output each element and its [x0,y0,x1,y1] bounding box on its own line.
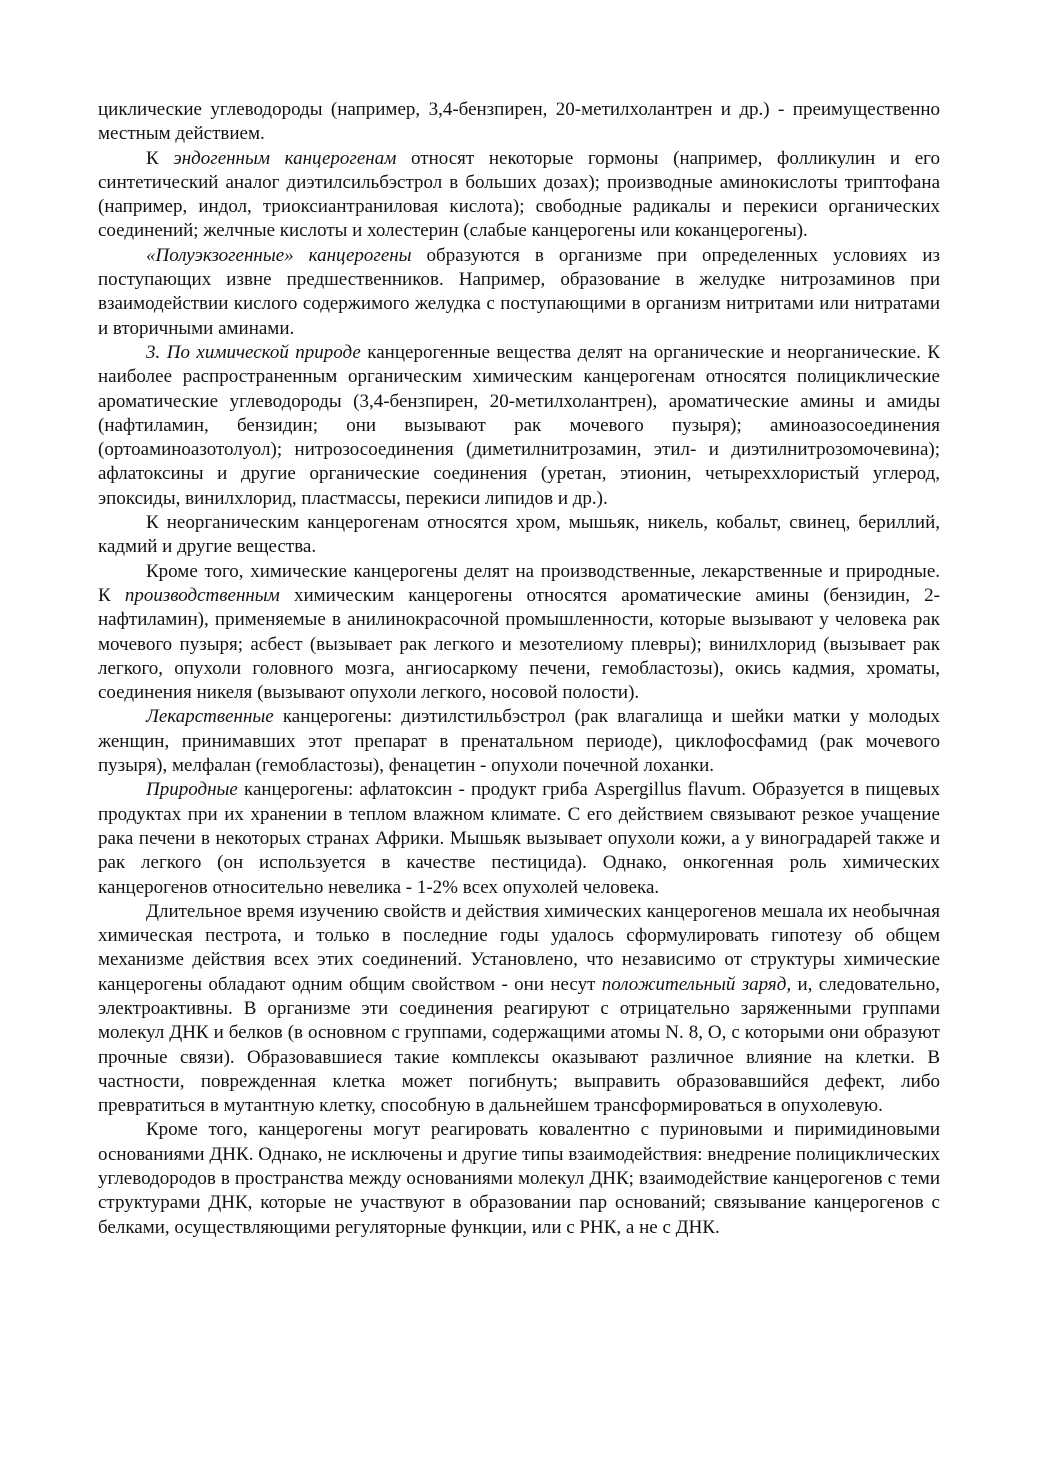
paragraph-5 [98,511,940,560]
paragraph-text: и, следовательно, электроактивны. В организме эти соединения реагируют с отрицательно заряженными группами молекул ДНК и белков (в основном с группами, содержащими атомы N. 8, О, с которыми они образуют прочные связи). Образовавшиеся такие комплексы оказывают различное влияние на клетки. В частности, поврежденная клетка может погибнуть; выправить образовавшийся дефект, либо превратиться в мутантную клетку, способную в дальнейшем трансформироваться в опухолевую. [98,973,940,1117]
paragraph-text: циклические углеводороды (например, 3,4-бензпирен, 20-метилхолантрен и др.) - преимущественно местным действием. [98,99,940,145]
emphasis-term: «Полуэкзогенные» канцерогены [146,244,412,266]
emphasis-term: 3. По химической природе [146,341,361,363]
paragraph-10 [98,1118,940,1239]
paragraph-text: К неорганическим канцерогенам относятся хром, мышьяк, никель, кобальт, свинец, бериллий, кадмий и другие вещества. [98,512,940,558]
emphasis-term: Природные [146,779,238,801]
document-page [98,98,940,1240]
paragraph-7 [98,705,940,778]
paragraph-text: образуются в организме при определенных условиях из поступающих извне предшественников. Например, образование в желудке нитрозаминов при взаимодействии кислого содержимого желудка с поступающими в организм нитритами или нитратами и вторичными аминами. [98,244,940,339]
paragraph-text: химическим канцерогены относятся ароматические амины (бензидин, 2-нафтиламин), применяемые в анилинокрасочной промышленности, которые вызывают у человека рак мочевого пузыря; асбест (вызывает рак легкого и мезотелиому плевры); винилхлорид (вызывает рак легкого, опухоли головного мозга, ангиосаркому печени, гемобластозы), окись кадмия, хроматы, соединения никеля (вызывают опухоли легкого, носовой полости). [98,584,940,704]
paragraph-6 [98,560,940,706]
paragraph-text: относят некоторые гормоны (например, фолликулин и его синтетический аналог диэтилсильбэстрол в больших дозах); производные аминокислоты триптофана (например, индол, триоксиантраниловая кислота); свободные радикалы и перекиси органических соединений; желчные кислоты и холестерин (слабые канцерогены или коканцерогены). [98,147,940,242]
paragraph-9 [98,900,940,1119]
paragraph-4 [98,341,940,511]
emphasis-term: положительный заряд, [601,973,792,995]
paragraph-8 [98,778,940,899]
paragraph-text: канцерогены: афлатоксин - продукт гриба Aspergillus flavum. Образуется в пищевых продуктах при их хранении в теплом влажном климате. С его действием связывают резкое учащение рака печени в некоторых странах Африки. Мышьяк вызывает опухоли кожи, а у виноградарей также и рак легкого (он используется в качестве пестицида). Однако, онкогенная роль химических канцерогенов относительно невелика - 1-2% всех опухолей человека. [98,779,940,898]
paragraph-1 [98,98,940,147]
paragraph-text: канцерогены: диэтилстильбэстрол (рак влагалища и шейки матки у молодых женщин, принимавших этот препарат в пренатальном периоде), циклофосфамид (рак мочевого пузыря), мелфалан (гемобластозы), фенацетин - опухоли почечной лоханки. [98,706,940,777]
paragraph-text: Длительное время изучению свойств и действия химических канцерогенов мешала их необычная химическая пестрота, и только в последние годы удалось сформулировать гипотезу об общем механизме действия всех этих соединений. Установлено, что независимо от структуры химические канцерогены обладают одним общим свойством - они несут [98,900,940,995]
emphasis-term: эндогенным канцерогенам [173,147,397,169]
emphasis-term: Лекарственные [146,706,274,728]
paragraph-text: К [146,147,174,169]
emphasis-term: производственным [124,584,280,606]
paragraph-text: канцерогенные вещества делят на органические и неорганические. К наиболее распространенным органическим химическим канцерогенам относятся полициклические ароматические углеводороды (3,4-бензпирен, 20-метилхолантрен), ароматические амины и амиды (нафтиламин, бензидин; они вызывают рак мочевого пузыря); аминоазосоединения (ортоаминоазотолуол); нитрозосоединения (диметилнитрозамин, этил- и диэтилнитрозомочевина); афлатоксины и другие органические соединения (уретан, этионин, четыреххлористый углерод, эпоксиды, винилхлорид, пластмассы, перекиси липидов и др.). [98,341,940,509]
paragraph-3 [98,244,940,341]
paragraph-text: Кроме того, химические канцерогены делят на производственные, лекарственные и природные. К [98,560,940,606]
paragraph-text: Кроме того, канцерогены могут реагировать ковалентно с пуриновыми и пиримидиновыми основаниями ДНК. Однако, не исключены и другие типы взаимодействия: внедрение полициклических углеводородов в пространства между основаниями молекул ДНК; взаимодействие канцерогенов с теми структурами ДНК, которые не участвуют в образовании пар оснований; связывание канцерогенов с белками, осуществляющими регуляторные функции, или с РНК, а не с ДНК. [98,1119,940,1238]
paragraph-2 [98,147,940,244]
